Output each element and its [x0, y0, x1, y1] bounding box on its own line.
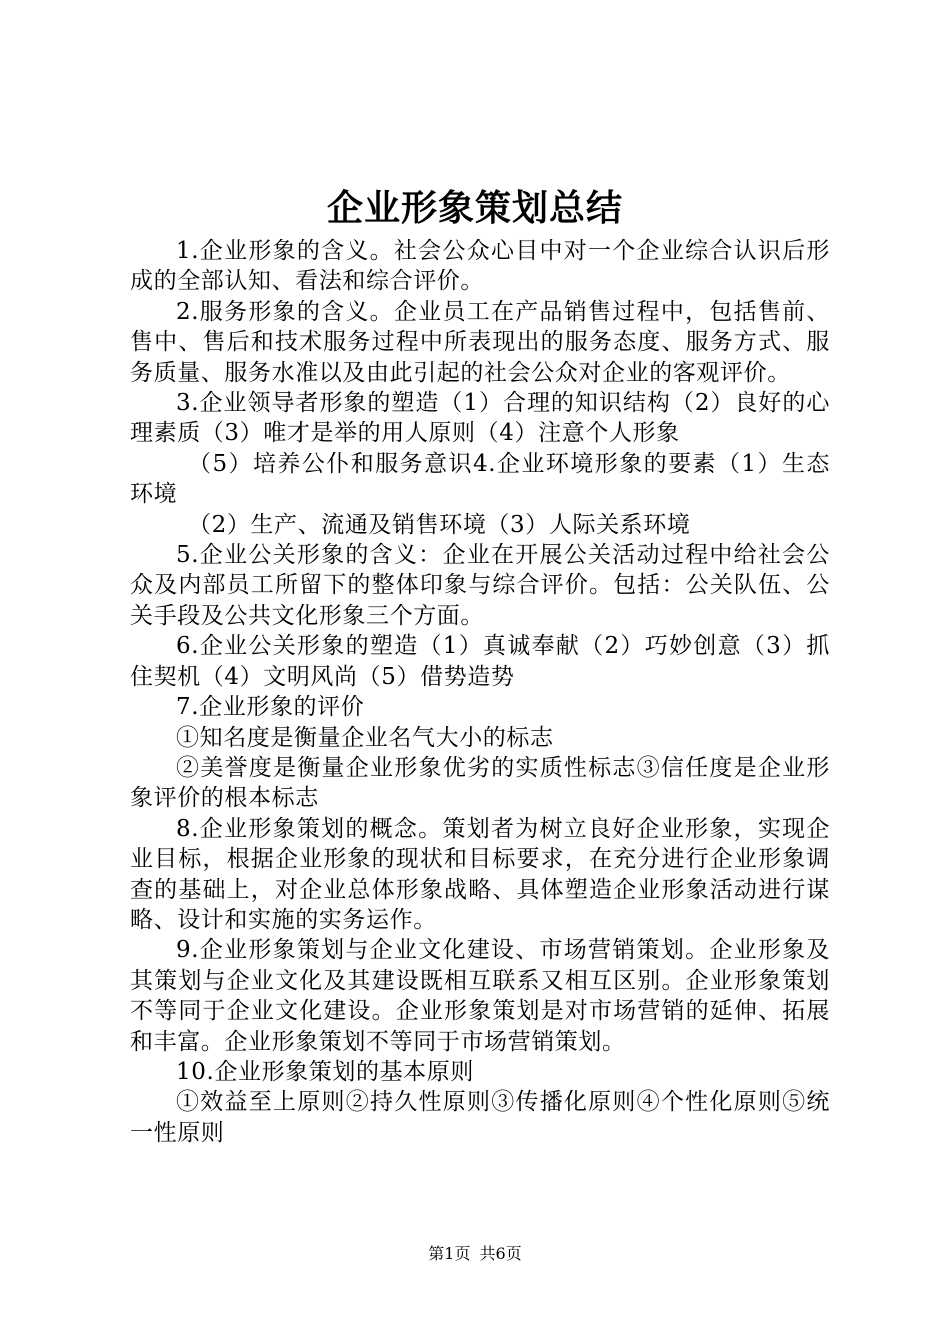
page-footer — [0, 1244, 950, 1264]
paragraph-13: 10.企业形象策划的基本原则 — [176, 1058, 474, 1085]
page-total: 共6页 — [479, 1244, 522, 1263]
paragraph-11: 8.企业形象策划的概念。策划者为树立良好企业形象，实现企业目标，根据企业形象的现状和目标要求，在充分进行企业形象调查的基础上，对企业总体形象战略、具体塑造企业形象活动进行谋略、设计和实施的实务运作。 — [130, 815, 830, 933]
page-number: 第1页 — [428, 1244, 471, 1263]
paragraph-7: 6.企业公关形象的塑造（1）真诚奉献（2）巧妙创意（3）抓住契机（4）文明风尚（5）借势造势 — [130, 633, 830, 690]
paragraph-6: 5.企业公关形象的含义：企业在开展公关活动过程中给社会公众及内部员工所留下的整体印象与综合评价。包括：公关队伍、公关手段及公共文化形象三个方面。 — [130, 542, 830, 629]
paragraph-10: ②美誉度是衡量企业形象优劣的实质性标志③信任度是企业形象评价的根本标志 — [130, 754, 830, 812]
paragraph-3: 3.企业领导者形象的塑造（1）合理的知识结构（2）良好的心理素质（3）唯才是举的用人原则（4）注意个人形象 — [130, 390, 830, 447]
paragraph-2: 2.服务形象的含义。企业员工在产品销售过程中，包括售前、售中、售后和技术服务过程中所表现出的服务态度、服务方式、服务质量、服务水准以及由此引起的社会公众对企业的客观评价。 — [130, 298, 830, 386]
paragraph-8: 7.企业形象的评价 — [176, 694, 365, 721]
paragraph-14: ①效益至上原则②持久性原则③传播化原则④个性化原则⑤统一性原则 — [130, 1089, 830, 1146]
document-title: 企业形象策划总结 — [326, 187, 623, 229]
paragraph-5: （2）生产、流通及销售环境（3）人际关系环境 — [188, 511, 691, 538]
paragraph-1: 1.企业形象的含义。社会公众心目中对一个企业综合认识后形成的全部认知、看法和综合评价。 — [130, 238, 830, 295]
paragraph-4: （5）培养公仆和服务意识4.企业环境形象的要素（1）生态环境 — [130, 450, 830, 508]
paragraph-9: ①知名度是衡量企业名气大小的标志 — [176, 724, 554, 751]
document-body — [130, 236, 830, 1148]
paragraph-12: 9.企业形象策划与企业文化建设、市场营销策划。企业形象及其策划与企业文化及其建设既相互联系又相互区别。企业形象策划不等同于企业文化建设。企业形象策划是对市场营销的延伸、拓展和丰富。企业形象策划不等同于市场营销策划。 — [130, 937, 830, 1055]
